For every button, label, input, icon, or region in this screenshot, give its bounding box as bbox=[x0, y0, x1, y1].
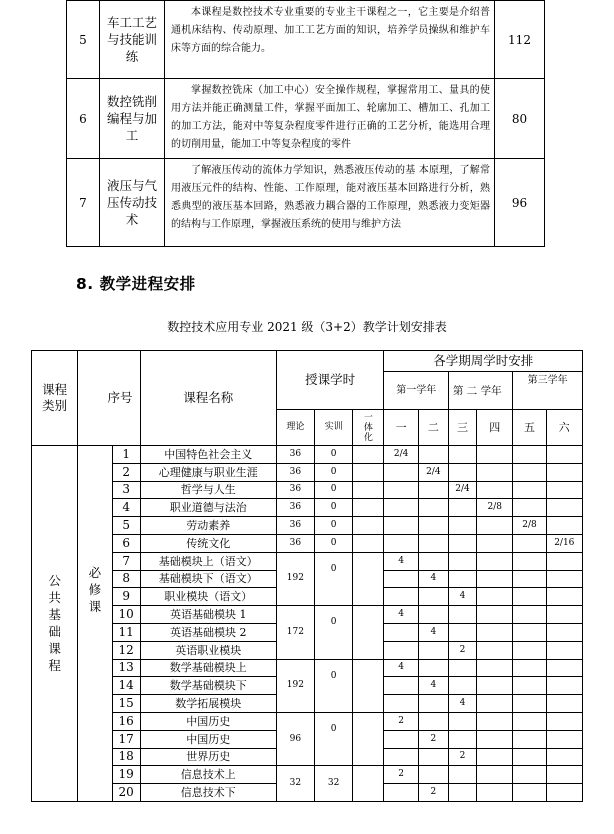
semester-cell bbox=[477, 534, 513, 552]
semester-cell bbox=[418, 659, 448, 677]
semester-cell bbox=[477, 588, 513, 606]
course-name: 中国历史 bbox=[140, 712, 276, 730]
teaching-hours-header: 授课学时 bbox=[276, 351, 384, 410]
course-hours: 112 bbox=[495, 1, 545, 79]
semester-cell bbox=[546, 730, 582, 748]
semester-cell: 2/4 bbox=[418, 463, 448, 481]
category-sub-text: 必修课 bbox=[88, 565, 102, 614]
weekly-hours-header: 各学期周学时安排 bbox=[384, 351, 583, 372]
semester-cell bbox=[384, 695, 418, 713]
row-number: 9 bbox=[112, 588, 140, 606]
semester-cell bbox=[418, 517, 448, 535]
semester-cell bbox=[477, 730, 513, 748]
semester-cell bbox=[513, 499, 546, 517]
course-name: 中国特色社会主义 bbox=[140, 446, 276, 464]
semester-cell bbox=[546, 517, 582, 535]
semester-cell bbox=[384, 677, 418, 695]
practice-hours: 0 bbox=[314, 517, 352, 535]
practice-hours: 0 bbox=[314, 446, 352, 464]
semester-cell bbox=[477, 766, 513, 784]
course-name: 心理健康与职业生涯 bbox=[140, 463, 276, 481]
semester-cell bbox=[546, 712, 582, 730]
semester-cell bbox=[546, 766, 582, 784]
header-row bbox=[32, 351, 583, 372]
semester-cell bbox=[546, 784, 582, 802]
theory-hours: 96 bbox=[276, 712, 314, 765]
practice-hours: 0 bbox=[314, 481, 352, 499]
semester-cell bbox=[513, 534, 546, 552]
category-header: 课程类别 bbox=[32, 351, 78, 446]
semester-cell: 2/8 bbox=[477, 499, 513, 517]
semester-cell bbox=[477, 606, 513, 624]
semester-cell bbox=[418, 499, 448, 517]
semester-cell bbox=[513, 606, 546, 624]
course-description: 了解液压传动的流体力学知识，熟悉液压传动的基 本原理，了解常用液压元件的结构、性能、工作原理，能对液压基本回路进行分析，熟悉典型的液压基本回路，熟悉液力耦合器的工作原理，熟悉液力变矩器的结构与工作原理，掌握液压系统的使用与维护方法 bbox=[165, 159, 495, 247]
theory-hours: 36 bbox=[276, 534, 314, 552]
course-name: 信息技术下 bbox=[140, 784, 276, 802]
semester-cell bbox=[418, 552, 448, 570]
course-name: 英语基础模块 2 bbox=[140, 623, 276, 641]
semester-cell: 4 bbox=[418, 677, 448, 695]
semester-cell bbox=[477, 463, 513, 481]
semester-cell bbox=[513, 552, 546, 570]
row-number: 20 bbox=[112, 784, 140, 802]
theory-hours: 36 bbox=[276, 499, 314, 517]
integrated-hours bbox=[353, 446, 384, 464]
semester-cell bbox=[477, 659, 513, 677]
integrated-label: 一体化 bbox=[363, 412, 373, 443]
semester-cell bbox=[513, 766, 546, 784]
table-row bbox=[32, 606, 583, 624]
semester-cell bbox=[477, 570, 513, 588]
row-number: 13 bbox=[112, 659, 140, 677]
course-name: 中国历史 bbox=[140, 730, 276, 748]
semester-cell bbox=[418, 748, 448, 766]
semester-cell bbox=[448, 499, 476, 517]
row-number: 4 bbox=[112, 499, 140, 517]
course-description: 掌握数控铣床（加工中心）安全操作规程，掌握常用工、量具的使用方法并能正确测量工件，掌握平面加工、轮廓加工、槽加工、孔加工的加工方法，能对中等复杂程度零件进行正确的工艺分析，能选用合理的切削用量，能加工中等复杂程度的零件 bbox=[165, 79, 495, 159]
semester-cell bbox=[513, 588, 546, 606]
course-name: 数学拓展模块 bbox=[140, 695, 276, 713]
course-name: 信息技术上 bbox=[140, 766, 276, 784]
practice-hours: 0 bbox=[314, 499, 352, 517]
integrated-hours bbox=[353, 606, 384, 659]
semester-cell bbox=[546, 446, 582, 464]
semester-cell bbox=[418, 695, 448, 713]
semester-cell bbox=[384, 517, 418, 535]
semester-cell bbox=[513, 446, 546, 464]
semester-cell bbox=[513, 748, 546, 766]
semester-cell bbox=[546, 659, 582, 677]
semester-cell bbox=[448, 730, 476, 748]
table-row bbox=[32, 552, 583, 570]
practice-hours: 0 bbox=[314, 606, 352, 659]
semester-cell: 2 bbox=[448, 748, 476, 766]
semester-cell bbox=[418, 588, 448, 606]
year3-header: 第三学年 bbox=[513, 372, 583, 410]
course-description: 本课程是数控技术专业重要的专业主干课程之一，它主要是介绍普通机床结构、传动原理、加工工艺方面的知识，培养学员操纵和维护车床等方面的综合能力。 bbox=[165, 1, 495, 79]
practice-hours: 0 bbox=[314, 463, 352, 481]
table-row bbox=[32, 766, 583, 784]
theory-hours: 36 bbox=[276, 481, 314, 499]
year1-header: 第一学年 bbox=[384, 372, 448, 410]
semester-cell bbox=[384, 570, 418, 588]
semester-cell bbox=[448, 534, 476, 552]
semester-cell bbox=[448, 552, 476, 570]
table-row bbox=[32, 534, 583, 552]
integrated-hours bbox=[353, 499, 384, 517]
row-number: 17 bbox=[112, 730, 140, 748]
course-hours: 80 bbox=[495, 79, 545, 159]
row-number: 16 bbox=[112, 712, 140, 730]
row-number: 5 bbox=[67, 1, 100, 79]
row-number: 19 bbox=[112, 766, 140, 784]
semester-cell bbox=[384, 641, 418, 659]
semester-cell bbox=[448, 677, 476, 695]
practice-hours: 0 bbox=[314, 712, 352, 765]
row-number: 3 bbox=[112, 481, 140, 499]
course-name: 液压与气压传动技术 bbox=[100, 159, 165, 247]
semester-cell bbox=[477, 623, 513, 641]
index-header: 序号 bbox=[78, 351, 140, 446]
semester-cell bbox=[513, 712, 546, 730]
semester-cell: 2 bbox=[384, 766, 418, 784]
course-name: 英语职业模块 bbox=[140, 641, 276, 659]
semester-cell bbox=[513, 641, 546, 659]
semester-cell bbox=[448, 784, 476, 802]
semester-cell: 2 bbox=[418, 784, 448, 802]
table-row bbox=[32, 659, 583, 677]
row-number: 6 bbox=[67, 79, 100, 159]
semester-cell: 4 bbox=[448, 695, 476, 713]
practice-hours: 0 bbox=[314, 659, 352, 712]
semester-header: 二 bbox=[418, 410, 448, 446]
integrated-hours bbox=[353, 766, 384, 802]
theory-hours: 172 bbox=[276, 606, 314, 659]
semester-cell bbox=[513, 695, 546, 713]
semester-cell bbox=[546, 499, 582, 517]
course-name: 数学基础模块下 bbox=[140, 677, 276, 695]
row-number: 7 bbox=[112, 552, 140, 570]
semester-cell bbox=[513, 730, 546, 748]
semester-cell bbox=[448, 517, 476, 535]
semester-header: 三 bbox=[448, 410, 476, 446]
semester-cell bbox=[384, 730, 418, 748]
theory-hours: 192 bbox=[276, 552, 314, 605]
semester-cell bbox=[546, 552, 582, 570]
course-name: 车工工艺与技能训练 bbox=[100, 1, 165, 79]
semester-cell bbox=[546, 588, 582, 606]
row-number: 5 bbox=[112, 517, 140, 535]
integrated-hours bbox=[353, 463, 384, 481]
table-row bbox=[32, 712, 583, 730]
semester-cell bbox=[418, 481, 448, 499]
semester-cell: 2 bbox=[418, 730, 448, 748]
category-sub bbox=[78, 446, 112, 802]
theory-hours: 36 bbox=[276, 517, 314, 535]
integrated-hours bbox=[353, 517, 384, 535]
semester-cell: 4 bbox=[384, 606, 418, 624]
semester-cell bbox=[384, 499, 418, 517]
semester-cell: 2/16 bbox=[546, 534, 582, 552]
row-number: 6 bbox=[112, 534, 140, 552]
semester-cell bbox=[384, 481, 418, 499]
teaching-plan-table bbox=[31, 350, 583, 802]
semester-cell bbox=[418, 534, 448, 552]
semester-cell bbox=[448, 463, 476, 481]
theory-hours: 192 bbox=[276, 659, 314, 712]
course-name: 哲学与人生 bbox=[140, 481, 276, 499]
year2-header: 第 二 学年 bbox=[448, 372, 512, 410]
course-name: 传统文化 bbox=[140, 534, 276, 552]
course-name-header: 课程名称 bbox=[140, 351, 276, 446]
semester-cell bbox=[477, 552, 513, 570]
practice-hours: 0 bbox=[314, 534, 352, 552]
integrated-hours bbox=[353, 534, 384, 552]
semester-cell: 2/4 bbox=[384, 446, 418, 464]
semester-cell bbox=[448, 712, 476, 730]
semester-cell bbox=[418, 446, 448, 464]
semester-cell: 4 bbox=[418, 623, 448, 641]
row-number: 7 bbox=[67, 159, 100, 247]
table-row bbox=[32, 481, 583, 499]
semester-cell bbox=[384, 748, 418, 766]
integrated-hours bbox=[353, 712, 384, 765]
course-name: 职业道德与法治 bbox=[140, 499, 276, 517]
course-name: 基础模块下（语文） bbox=[140, 570, 276, 588]
semester-cell bbox=[477, 517, 513, 535]
semester-cell bbox=[384, 784, 418, 802]
theory-hours: 36 bbox=[276, 463, 314, 481]
semester-cell bbox=[418, 712, 448, 730]
table-row bbox=[32, 463, 583, 481]
course-name: 英语基础模块 1 bbox=[140, 606, 276, 624]
integrated-header bbox=[353, 410, 384, 446]
semester-cell bbox=[546, 481, 582, 499]
semester-cell bbox=[448, 446, 476, 464]
semester-cell: 4 bbox=[448, 588, 476, 606]
semester-cell bbox=[546, 623, 582, 641]
semester-cell bbox=[448, 570, 476, 588]
row-number: 10 bbox=[112, 606, 140, 624]
course-name: 职业模块（语文） bbox=[140, 588, 276, 606]
semester-cell bbox=[477, 677, 513, 695]
table-row bbox=[67, 1, 545, 79]
integrated-hours bbox=[353, 552, 384, 605]
semester-cell: 4 bbox=[384, 659, 418, 677]
practice-header: 实训 bbox=[314, 410, 352, 446]
course-name: 世界历史 bbox=[140, 748, 276, 766]
semester-cell bbox=[513, 659, 546, 677]
semester-header: 一 bbox=[384, 410, 418, 446]
table-row bbox=[32, 517, 583, 535]
semester-cell bbox=[513, 481, 546, 499]
semester-cell bbox=[477, 784, 513, 802]
semester-cell bbox=[418, 641, 448, 659]
semester-cell bbox=[448, 606, 476, 624]
semester-cell bbox=[448, 766, 476, 784]
semester-cell bbox=[546, 570, 582, 588]
course-hours: 96 bbox=[495, 159, 545, 247]
semester-header: 五 bbox=[513, 410, 546, 446]
semester-cell bbox=[477, 695, 513, 713]
semester-cell bbox=[477, 748, 513, 766]
semester-cell bbox=[418, 766, 448, 784]
semester-cell bbox=[513, 784, 546, 802]
semester-cell: 4 bbox=[384, 552, 418, 570]
row-number: 15 bbox=[112, 695, 140, 713]
theory-header: 理论 bbox=[276, 410, 314, 446]
semester-cell bbox=[513, 570, 546, 588]
course-intro-table bbox=[66, 0, 545, 247]
semester-cell bbox=[477, 641, 513, 659]
row-number: 18 bbox=[112, 748, 140, 766]
semester-header: 四 bbox=[477, 410, 513, 446]
semester-cell bbox=[384, 623, 418, 641]
semester-cell bbox=[546, 677, 582, 695]
semester-cell bbox=[477, 481, 513, 499]
section-heading: 8. 教学进程安排 bbox=[76, 275, 196, 293]
category-main-text: 公共基础课程 bbox=[48, 573, 61, 674]
semester-cell bbox=[546, 748, 582, 766]
table-row bbox=[32, 446, 583, 464]
semester-cell bbox=[546, 463, 582, 481]
semester-cell bbox=[546, 606, 582, 624]
theory-hours: 36 bbox=[276, 446, 314, 464]
row-number: 1 bbox=[112, 446, 140, 464]
semester-header: 六 bbox=[546, 410, 582, 446]
semester-cell bbox=[418, 606, 448, 624]
category-main bbox=[32, 446, 78, 802]
practice-hours: 32 bbox=[314, 766, 352, 802]
semester-cell bbox=[448, 623, 476, 641]
integrated-hours bbox=[353, 659, 384, 712]
theory-hours: 32 bbox=[276, 766, 314, 802]
row-number: 11 bbox=[112, 623, 140, 641]
course-name: 基础模块上（语文） bbox=[140, 552, 276, 570]
semester-cell: 4 bbox=[418, 570, 448, 588]
semester-cell bbox=[384, 463, 418, 481]
row-number: 2 bbox=[112, 463, 140, 481]
row-number: 14 bbox=[112, 677, 140, 695]
table-caption: 数控技术应用专业 2021 级（3+2）教学计划安排表 bbox=[167, 320, 447, 334]
row-number: 8 bbox=[112, 570, 140, 588]
semester-cell bbox=[448, 659, 476, 677]
course-name: 数控铣削编程与加工 bbox=[100, 79, 165, 159]
table-row bbox=[67, 79, 545, 159]
semester-cell bbox=[513, 623, 546, 641]
table-row bbox=[67, 159, 545, 247]
semester-cell bbox=[513, 677, 546, 695]
semester-cell bbox=[384, 588, 418, 606]
semester-cell bbox=[384, 534, 418, 552]
practice-hours: 0 bbox=[314, 552, 352, 605]
semester-cell bbox=[477, 712, 513, 730]
semester-cell: 2 bbox=[448, 641, 476, 659]
row-number: 12 bbox=[112, 641, 140, 659]
semester-cell bbox=[477, 446, 513, 464]
semester-cell bbox=[546, 641, 582, 659]
integrated-hours bbox=[353, 481, 384, 499]
semester-cell bbox=[546, 695, 582, 713]
semester-cell: 2/8 bbox=[513, 517, 546, 535]
table-row bbox=[32, 499, 583, 517]
semester-cell: 2 bbox=[384, 712, 418, 730]
semester-cell: 2/4 bbox=[448, 481, 476, 499]
semester-cell bbox=[513, 463, 546, 481]
course-name: 劳动素养 bbox=[140, 517, 276, 535]
course-name: 数学基础模块上 bbox=[140, 659, 276, 677]
